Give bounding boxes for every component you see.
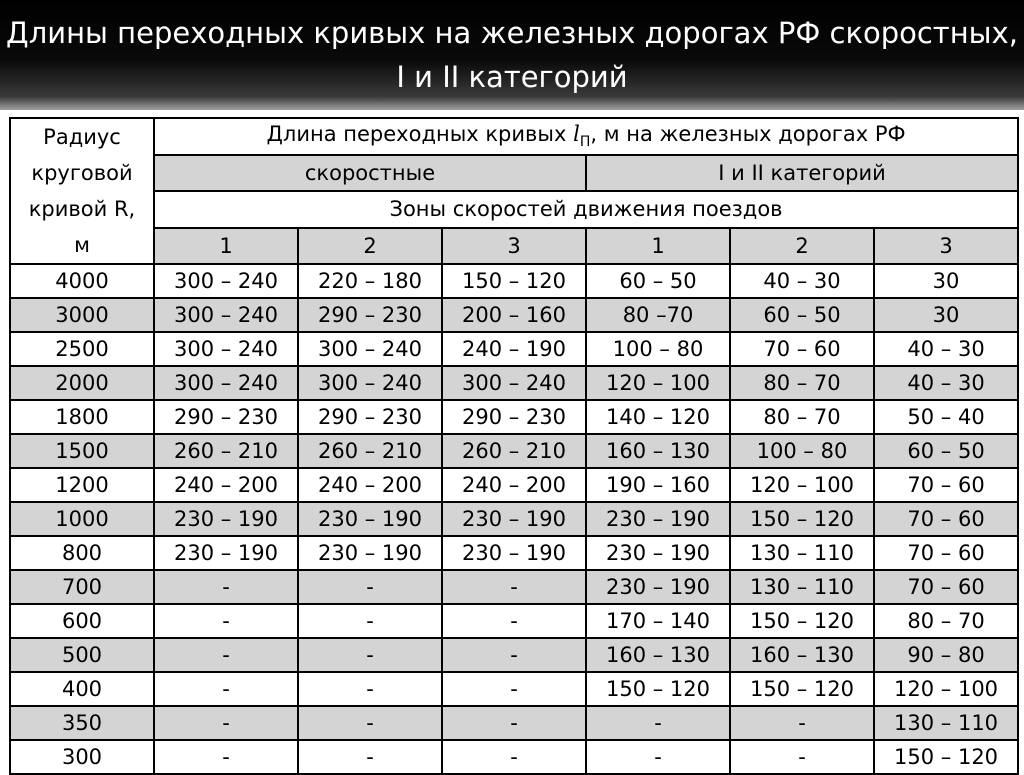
table-row [10, 570, 1018, 604]
length-cell: 150 – 120 [730, 502, 874, 536]
radius-cell: 700 [10, 570, 154, 604]
zone-number: 1 [154, 228, 298, 265]
length-cell: - [442, 570, 586, 604]
length-cell: - [730, 740, 874, 774]
length-cell: 220 – 180 [298, 264, 442, 298]
table-row [10, 468, 1018, 502]
radius-cell: 1200 [10, 468, 154, 502]
length-cell: - [298, 672, 442, 706]
length-cell: 300 – 240 [154, 264, 298, 298]
length-cell: - [442, 672, 586, 706]
length-cell: 100 – 80 [730, 434, 874, 468]
length-cell: 240 – 200 [442, 468, 586, 502]
length-cell: 80 – 70 [874, 604, 1018, 638]
radius-cell: 3000 [10, 298, 154, 332]
length-cell: 190 – 160 [586, 468, 730, 502]
length-cell: - [154, 638, 298, 672]
length-cell: 60 – 50 [874, 434, 1018, 468]
radius-header-line: Радиус [43, 125, 121, 149]
table-row [10, 400, 1018, 434]
radius-header-line: круговой [31, 161, 133, 185]
length-cell: 150 – 120 [730, 604, 874, 638]
radius-cell: 500 [10, 638, 154, 672]
length-cell: 260 – 210 [154, 434, 298, 468]
l-subscript: П [579, 134, 591, 151]
length-cell: 80 – 70 [730, 400, 874, 434]
length-cell: 260 – 210 [442, 434, 586, 468]
length-cell: 130 – 110 [730, 536, 874, 570]
length-cell: - [298, 706, 442, 740]
length-cell: - [442, 740, 586, 774]
radius-cell: 1800 [10, 400, 154, 434]
length-cell: 160 – 130 [586, 434, 730, 468]
radius-cell: 4000 [10, 264, 154, 298]
radius-header-line: кривой R, [28, 197, 136, 221]
length-cell: 60 – 50 [586, 264, 730, 298]
slide-title [0, 0, 1024, 110]
length-cell: 80 –70 [586, 298, 730, 332]
table-row [10, 502, 1018, 536]
length-cell: 150 – 120 [586, 672, 730, 706]
radius-column-header [10, 118, 154, 264]
length-cell: - [298, 604, 442, 638]
zone-number: 3 [442, 228, 586, 265]
table-row [10, 672, 1018, 706]
length-cell: - [154, 740, 298, 774]
length-cell: 230 – 190 [154, 536, 298, 570]
length-cell: 290 – 230 [154, 400, 298, 434]
table-row [10, 298, 1018, 332]
length-cell: - [298, 740, 442, 774]
transition-curves-table [9, 117, 1019, 775]
length-cell: - [154, 570, 298, 604]
table-row [10, 638, 1018, 672]
length-cell: 30 [874, 298, 1018, 332]
l-symbol: l [573, 122, 580, 147]
length-cell: 90 – 80 [874, 638, 1018, 672]
length-cell: 230 – 190 [442, 536, 586, 570]
length-cell: 290 – 230 [298, 298, 442, 332]
length-cell: 60 – 50 [730, 298, 874, 332]
length-cell: 290 – 230 [442, 400, 586, 434]
length-cell: 100 – 80 [586, 332, 730, 366]
length-cell: 300 – 240 [442, 366, 586, 400]
table-row [10, 264, 1018, 298]
length-cell: - [730, 706, 874, 740]
group-header-categories: I и II категорий [586, 155, 1018, 192]
length-cell: 230 – 190 [586, 570, 730, 604]
length-cell: - [298, 570, 442, 604]
zone-number: 2 [730, 228, 874, 265]
length-cell: 150 – 120 [874, 740, 1018, 774]
main-header [154, 118, 1018, 155]
length-cell: 150 – 120 [442, 264, 586, 298]
length-cell: 120 – 100 [586, 366, 730, 400]
length-cell: 30 [874, 264, 1018, 298]
group-header-high-speed: скоростные [154, 155, 586, 192]
length-cell: - [442, 638, 586, 672]
length-cell: 300 – 240 [298, 332, 442, 366]
length-cell: 300 – 240 [154, 366, 298, 400]
length-cell: - [154, 706, 298, 740]
length-cell: - [586, 706, 730, 740]
main-header-text-before: Длина переходных кривых [266, 122, 574, 147]
length-cell: 200 – 160 [442, 298, 586, 332]
length-cell: 70 – 60 [874, 468, 1018, 502]
radius-cell: 300 [10, 740, 154, 774]
length-cell: - [154, 604, 298, 638]
length-cell: 70 – 60 [874, 570, 1018, 604]
table-row [10, 536, 1018, 570]
length-cell: 50 – 40 [874, 400, 1018, 434]
radius-cell: 2500 [10, 332, 154, 366]
length-cell: 230 – 190 [298, 502, 442, 536]
length-cell: 170 – 140 [586, 604, 730, 638]
length-cell: 70 – 60 [730, 332, 874, 366]
length-cell: 120 – 100 [874, 672, 1018, 706]
length-cell: 80 – 70 [730, 366, 874, 400]
table-row [10, 366, 1018, 400]
radius-header-line: м [74, 233, 90, 257]
length-cell: 240 – 200 [154, 468, 298, 502]
table-row [10, 434, 1018, 468]
main-header-text-after: , м на железных дорогах РФ [590, 122, 906, 147]
length-cell: 290 – 230 [298, 400, 442, 434]
radius-cell: 600 [10, 604, 154, 638]
radius-cell: 1500 [10, 434, 154, 468]
title-line-1: Длины переходных кривых на железных дорогах РФ скоростных, [6, 16, 1018, 50]
length-cell: 300 – 240 [298, 366, 442, 400]
length-cell: 300 – 240 [154, 332, 298, 366]
length-cell: 140 – 120 [586, 400, 730, 434]
length-cell: 160 – 130 [586, 638, 730, 672]
length-cell: 120 – 100 [730, 468, 874, 502]
length-cell: 230 – 190 [442, 502, 586, 536]
length-cell: 130 – 110 [874, 706, 1018, 740]
length-cell: 240 – 200 [298, 468, 442, 502]
transition-curves-table-wrapper [9, 117, 1017, 775]
length-cell: 70 – 60 [874, 502, 1018, 536]
length-cell: 40 – 30 [730, 264, 874, 298]
length-cell: 300 – 240 [154, 298, 298, 332]
length-cell: - [442, 604, 586, 638]
title-line-2: I и II категорий [396, 60, 628, 94]
zone-number: 2 [298, 228, 442, 265]
zone-number: 3 [874, 228, 1018, 265]
length-cell: 160 – 130 [730, 638, 874, 672]
radius-cell: 800 [10, 536, 154, 570]
radius-cell: 1000 [10, 502, 154, 536]
length-cell: - [298, 638, 442, 672]
zone-number: 1 [586, 228, 730, 265]
length-cell: - [154, 672, 298, 706]
length-cell: 40 – 30 [874, 366, 1018, 400]
length-cell: - [586, 740, 730, 774]
zones-header: Зоны скоростей движения поездов [154, 191, 1018, 228]
length-cell: 230 – 190 [154, 502, 298, 536]
length-cell: 230 – 190 [298, 536, 442, 570]
length-cell: 230 – 190 [586, 536, 730, 570]
length-cell: 230 – 190 [586, 502, 730, 536]
length-cell: - [442, 706, 586, 740]
table-row [10, 740, 1018, 774]
table-row [10, 706, 1018, 740]
length-cell: 150 – 120 [730, 672, 874, 706]
length-cell: 40 – 30 [874, 332, 1018, 366]
length-cell: 260 – 210 [298, 434, 442, 468]
length-cell: 240 – 190 [442, 332, 586, 366]
radius-cell: 2000 [10, 366, 154, 400]
table-row [10, 604, 1018, 638]
radius-cell: 350 [10, 706, 154, 740]
length-cell: 130 – 110 [730, 570, 874, 604]
radius-cell: 400 [10, 672, 154, 706]
length-cell: 70 – 60 [874, 536, 1018, 570]
table-row [10, 332, 1018, 366]
